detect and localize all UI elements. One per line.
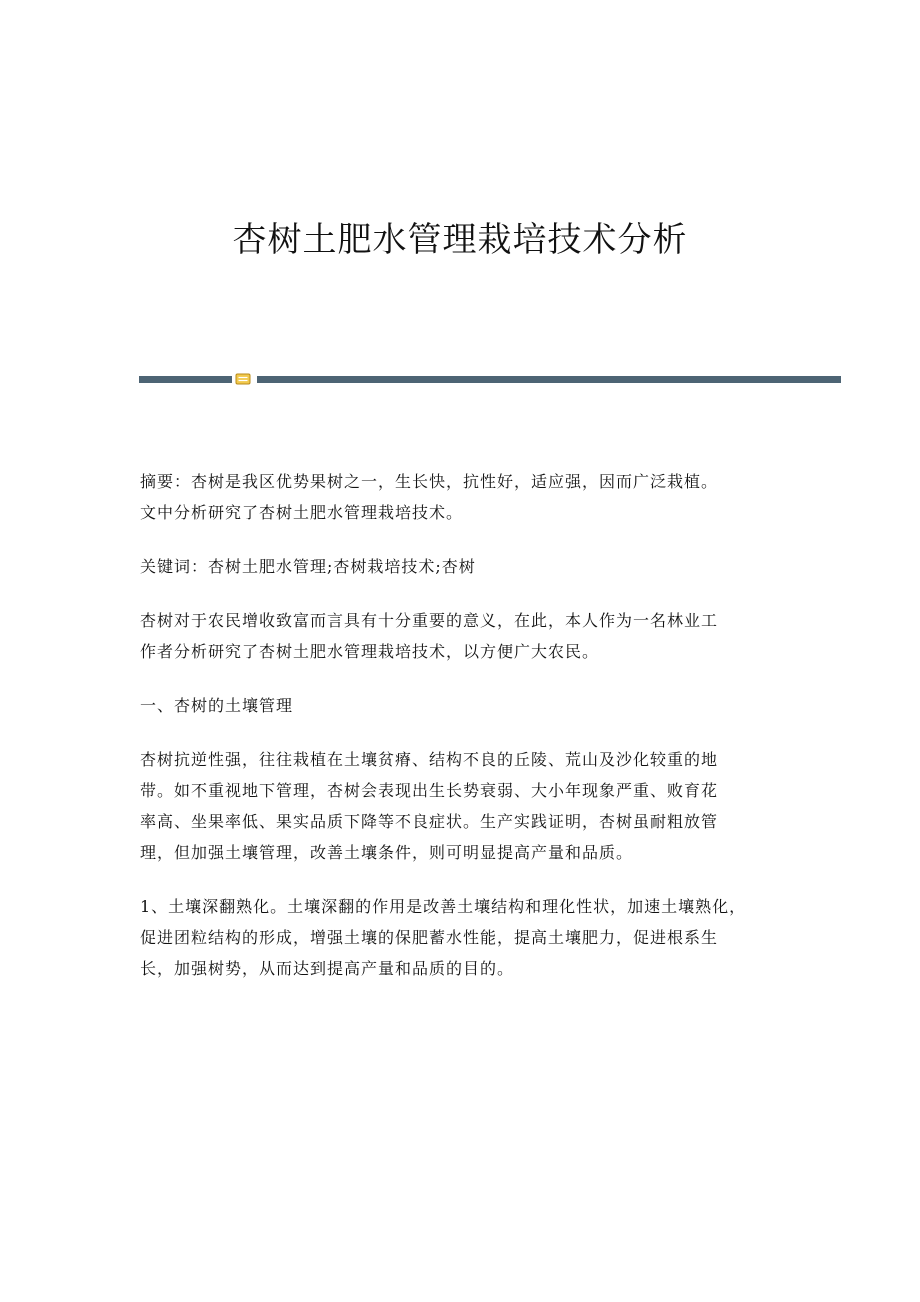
paragraph-line: 理，但加强土壤管理，改善土壤条件，则可明显提高产量和品质。 [140,843,634,862]
section-body-paragraph [140,744,800,868]
intro-paragraph [140,605,800,667]
paragraph-line: 杏树对于农民增收致富而言具有十分重要的意义，在此，本人作为一名林业工 [140,611,719,630]
paragraph-line: 摘要：杏树是我区优势果树之一，生长快，抗性好，适应强，因而广泛栽植。 [140,472,719,491]
paragraph-line: 促进团粒结构的形成，增强土壤的保肥蓄水性能，提高土壤肥力，促进根系生 [140,928,719,947]
document-body [140,466,800,1007]
paragraph-line: 长，加强树势，从而达到提高产量和品质的目的。 [140,959,515,978]
paragraph-line: 文中分析研究了杏树土肥水管理栽培技术。 [140,503,464,522]
title-divider [139,373,841,385]
numbered-item-paragraph [140,891,800,984]
divider-bar-right [257,376,841,383]
document-title: 杏树土肥水管理栽培技术分析 [232,220,688,260]
paragraph-line: 带。如不重视地下管理，杏树会表现出生长势衰弱、大小年现象严重、败育花 [140,781,719,800]
paragraph-line: 率高、坐果率低、果实品质下降等不良症状。生产实践证明，杏树虽耐粗放管 [140,812,719,831]
paragraph-line: 杏树抗逆性强，往往栽植在土壤贫瘠、结构不良的丘陵、荒山及沙化较重的地 [140,750,719,769]
divider-bar-left [139,376,232,383]
paragraph-line: 关键词：杏树土肥水管理;杏树栽培技术;杏树 [140,557,476,576]
keywords-paragraph [140,551,800,582]
document-ornament-icon [235,373,251,385]
abstract-paragraph [140,466,800,528]
paragraph-line: 作者分析研究了杏树土肥水管理栽培技术，以方便广大农民。 [140,642,600,661]
paragraph-line: 1、土壤深翻熟化。土壤深翻的作用是改善土壤结构和理化性状，加速土壤熟化， [140,897,747,916]
section-heading [140,690,800,721]
section-heading-text: 一、杏树的土壤管理 [140,696,294,715]
